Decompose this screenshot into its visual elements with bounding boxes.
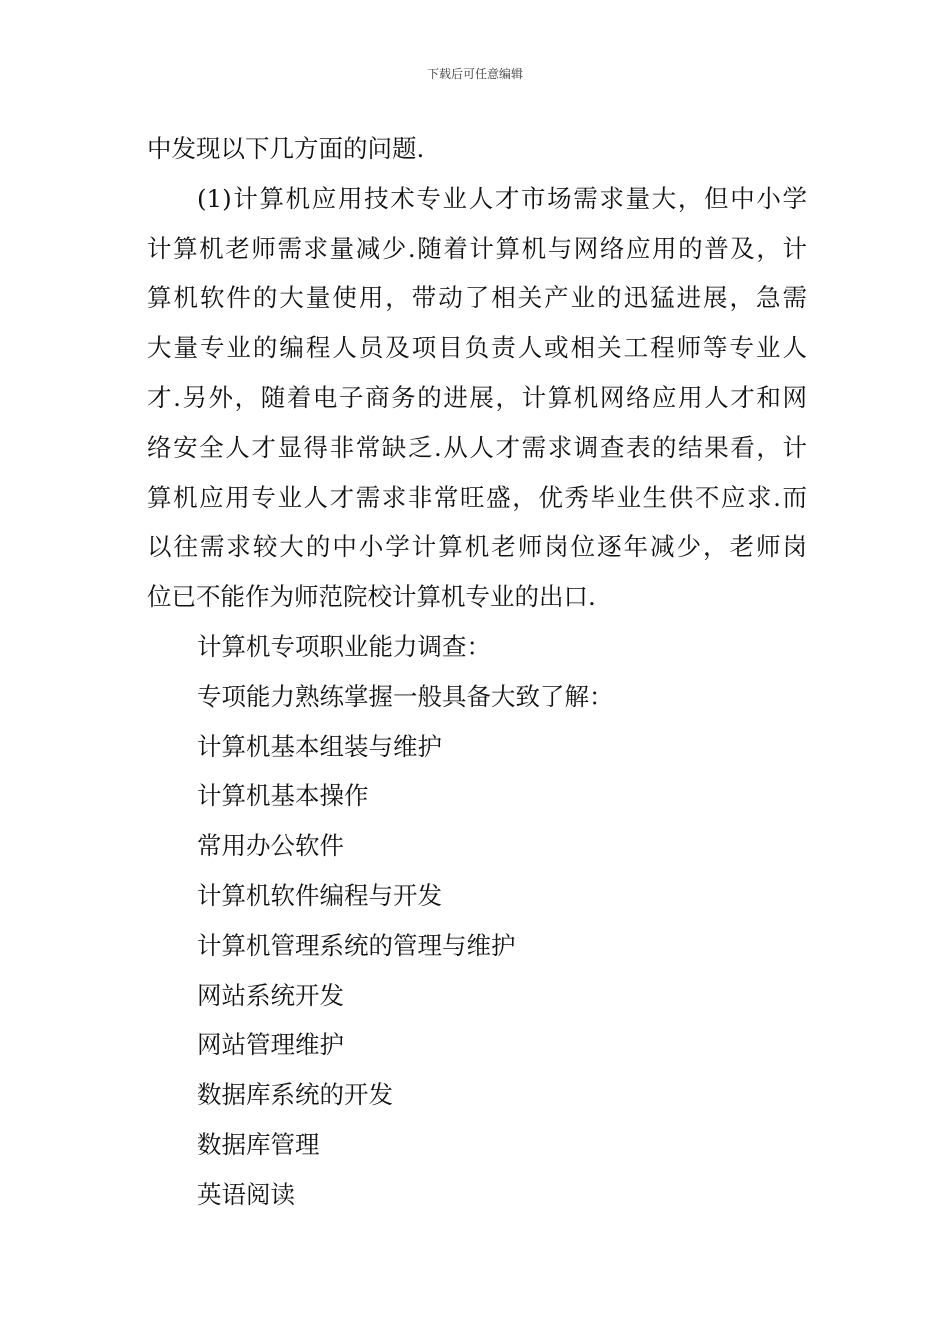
paragraph-line: 络安全人才显得非常缺乏.从人才需求调查表的结果看，计 [147, 432, 807, 462]
list-item: 网站管理维护 [197, 1030, 344, 1060]
paragraph-line: 位已不能作为师范院校计算机专业的出口. [147, 582, 596, 612]
list-item: 英语阅读 [197, 1179, 295, 1209]
list-item: 数据库系统的开发 [197, 1080, 393, 1110]
list-item: 常用办公软件 [197, 831, 344, 861]
list-item: 网站系统开发 [197, 980, 344, 1010]
page-header: 下载后可任意编辑 [426, 67, 523, 81]
paragraph-line: 才.另外，随着电子商务的进展，计算机网络应用人才和网 [147, 382, 807, 412]
paragraph-line: 以往需求较大的中小学计算机老师岗位逐年减少，老师岗 [147, 532, 807, 562]
list-item: 计算机软件编程与开发 [197, 880, 442, 910]
paragraph-line: 算机应用专业人才需求非常旺盛，优秀毕业生供不应求.而 [147, 482, 807, 512]
list-item: 计算机基本操作 [197, 781, 369, 811]
paragraph-line: 算机软件的大量使用，带动了相关产业的迅猛进展，急需 [147, 283, 807, 313]
paragraph-line: (1)计算机应用技术专业人才市场需求量大，但中小学 [197, 183, 807, 213]
survey-columns: 专项能力熟练掌握一般具备大致了解： [197, 681, 614, 711]
list-item: 计算机管理系统的管理与维护 [197, 930, 516, 960]
paragraph-line: 中发现以下几方面的问题. [147, 134, 425, 163]
survey-title: 计算机专项职业能力调查： [197, 631, 491, 661]
list-item: 计算机基本组装与维护 [197, 731, 442, 761]
paragraph-line: 计算机老师需求量减少.随着计算机与网络应用的普及，计 [147, 233, 807, 263]
list-item: 数据库管理 [197, 1129, 320, 1159]
paragraph-line: 大量专业的编程人员及项目负责人或相关工程师等专业人 [147, 333, 807, 363]
document-body [147, 124, 807, 1220]
